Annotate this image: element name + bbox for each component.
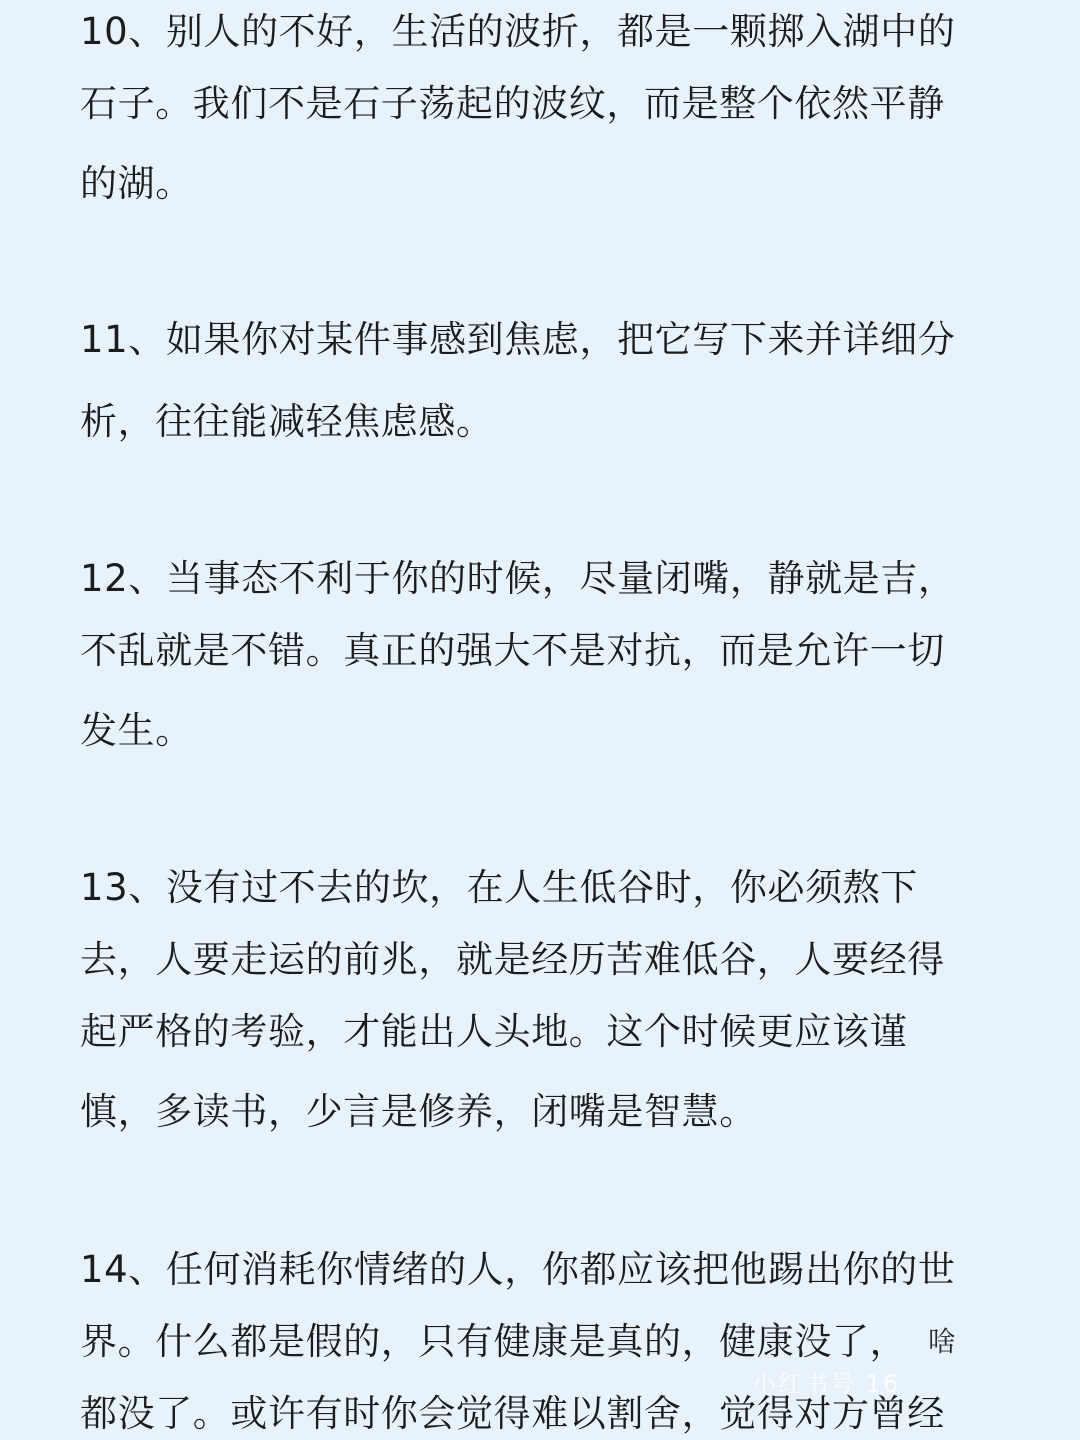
paragraph-11-line-2: 析，往往能减轻焦虑感。 — [80, 400, 494, 443]
paragraph-10-line-2: 石子。我们不是石子荡起的波纹，而是整个依然平静 — [80, 82, 945, 125]
paragraph-12-line-3: 发生。 — [80, 709, 193, 752]
paragraph-13-line-2: 去，人要走运的前兆，就是经历苦难低谷，人要经得 — [80, 938, 945, 981]
paragraph-14-line-1: 14、任何消耗你情绪的人，你都应该把他踢出你的世 — [80, 1248, 956, 1291]
paragraph-12-line-2: 不乱就是不错。真正的强大不是对抗，而是允许一切 — [80, 629, 945, 672]
paragraph-13-line-3: 起严格的考验，才能出人头地。这个时候更应该谨 — [80, 1010, 908, 1053]
paragraph-12-line-1: 12、当事态不利于你的时候，尽量闭嘴，静就是吉， — [80, 557, 956, 600]
overlay-corner-char: 啥 — [928, 1325, 957, 1358]
paragraph-13-line-4: 慎，多读书，少言是修养，闭嘴是智慧。 — [80, 1090, 757, 1133]
paragraph-13-line-1: 13、没有过不去的坎，在人生低谷时，你必须熬下 — [80, 866, 918, 909]
paragraph-14-line-3: 都没了。或许有时你会觉得难以割舍，觉得对方曾经 — [80, 1392, 945, 1435]
watermark-text: 小红书号 16 — [752, 1370, 901, 1398]
paragraph-14-line-2: 界。什么都是假的，只有健康是真的，健康没了， — [80, 1320, 908, 1363]
paragraph-10-line-3: 的湖。 — [80, 162, 193, 205]
paragraph-11-line-1: 11、如果你对某件事感到焦虑，把它写下来并详细分 — [80, 318, 956, 361]
paragraph-10-line-1: 10、别人的不好，生活的波折，都是一颗掷入湖中的 — [80, 10, 956, 53]
